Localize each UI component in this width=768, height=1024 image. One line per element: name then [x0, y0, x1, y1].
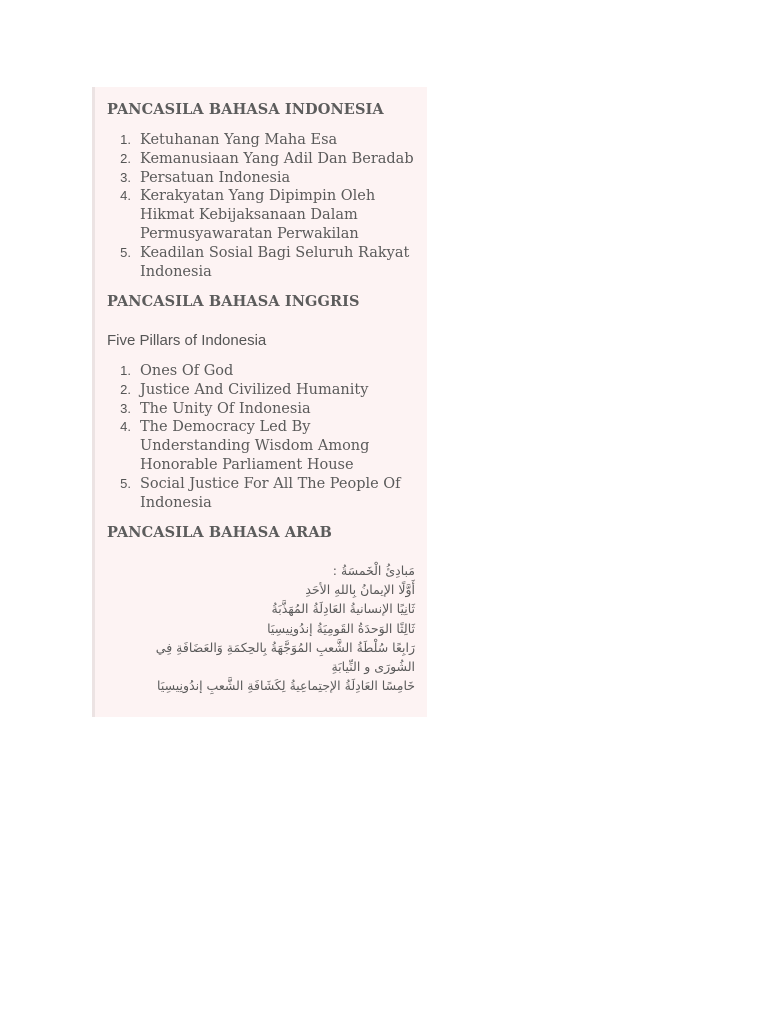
arabic-line: ثَانِيًا الإنسانيةُ العَادِلَةُ المُهَذَّبَةُ	[271, 601, 415, 617]
list-number: 2.	[120, 150, 131, 166]
heading-arab: PANCASILA BAHASA ARAB	[107, 524, 333, 541]
arabic-line: ثَالِثًا الوَحدَةُ القَومِيَةُ إندُونِيسِيَا	[267, 620, 415, 636]
arabic-text-block	[115, 561, 415, 695]
list-item	[107, 400, 422, 419]
list-number: 1.	[120, 363, 131, 378]
list-item-text: Kerakyatan Yang Dipimpin Oleh Hikmat Kebijaksanaan Dalam Permusyawaratan Perwakilan	[140, 188, 376, 242]
list-item	[107, 381, 422, 400]
list-item-text: Justice And Civilized Humanity	[140, 381, 369, 398]
list-item	[107, 418, 422, 474]
arabic-line: خَامِسًا العَادِلَةُ الإجتِماعِيةُ لِكَشَافَةِ الشَّعبِ إندُونِيسِيَا	[157, 678, 415, 694]
subheading-five-pillars: Five Pillars of Indonesia	[107, 332, 267, 349]
list-item	[107, 475, 422, 513]
arabic-line: أَوَّلًا الإيمانُ بِاللهِ الأحَدِ	[305, 582, 415, 598]
list-item-text: Ones Of God	[140, 363, 234, 379]
list-item	[107, 169, 422, 188]
pancasila-card	[92, 87, 427, 717]
list-item	[107, 150, 422, 169]
list-inggris	[107, 362, 422, 512]
list-item-text: Social Justice For All The People Of Indonesia	[140, 475, 401, 511]
list-indonesia	[107, 131, 422, 281]
list-item-text: Ketuhanan Yang Maha Esa	[140, 132, 338, 148]
list-number: 3.	[120, 169, 131, 185]
list-number: 4.	[120, 188, 131, 204]
heading-indonesia: PANCASILA BAHASA INDONESIA	[107, 101, 384, 118]
list-number: 1.	[120, 132, 131, 147]
list-number: 4.	[120, 419, 131, 435]
arabic-line: مَبادِئُ الْخَمسَةُ :	[332, 563, 415, 578]
list-number: 2.	[120, 381, 131, 397]
list-item	[107, 131, 422, 150]
heading-inggris: PANCASILA BAHASA INGGRIS	[107, 293, 360, 310]
list-number: 3.	[120, 400, 131, 416]
list-item-text: Persatuan Indonesia	[140, 169, 291, 186]
list-item-text: Keadilan Sosial Bagi Seluruh Rakyat Indonesia	[140, 244, 410, 280]
list-number: 5.	[120, 244, 131, 260]
list-item	[107, 362, 422, 381]
list-item	[107, 244, 422, 282]
list-item-text: Kemanusiaan Yang Adil Dan Beradab	[140, 150, 414, 167]
list-item-text: The Democracy Led By Understanding Wisdom Among Honorable Parliament House	[140, 419, 370, 473]
list-item	[107, 187, 422, 243]
arabic-line: رَابِعًا سُلْطَةُ الشَّعبِ المُوَجَّهَةُ بِالحِكمَةِ وَالعَضَافَةِ فِي الشُورَى و النِّيابَةِ	[155, 639, 415, 675]
list-number: 5.	[120, 475, 131, 491]
list-item-text: The Unity Of Indonesia	[140, 400, 311, 417]
